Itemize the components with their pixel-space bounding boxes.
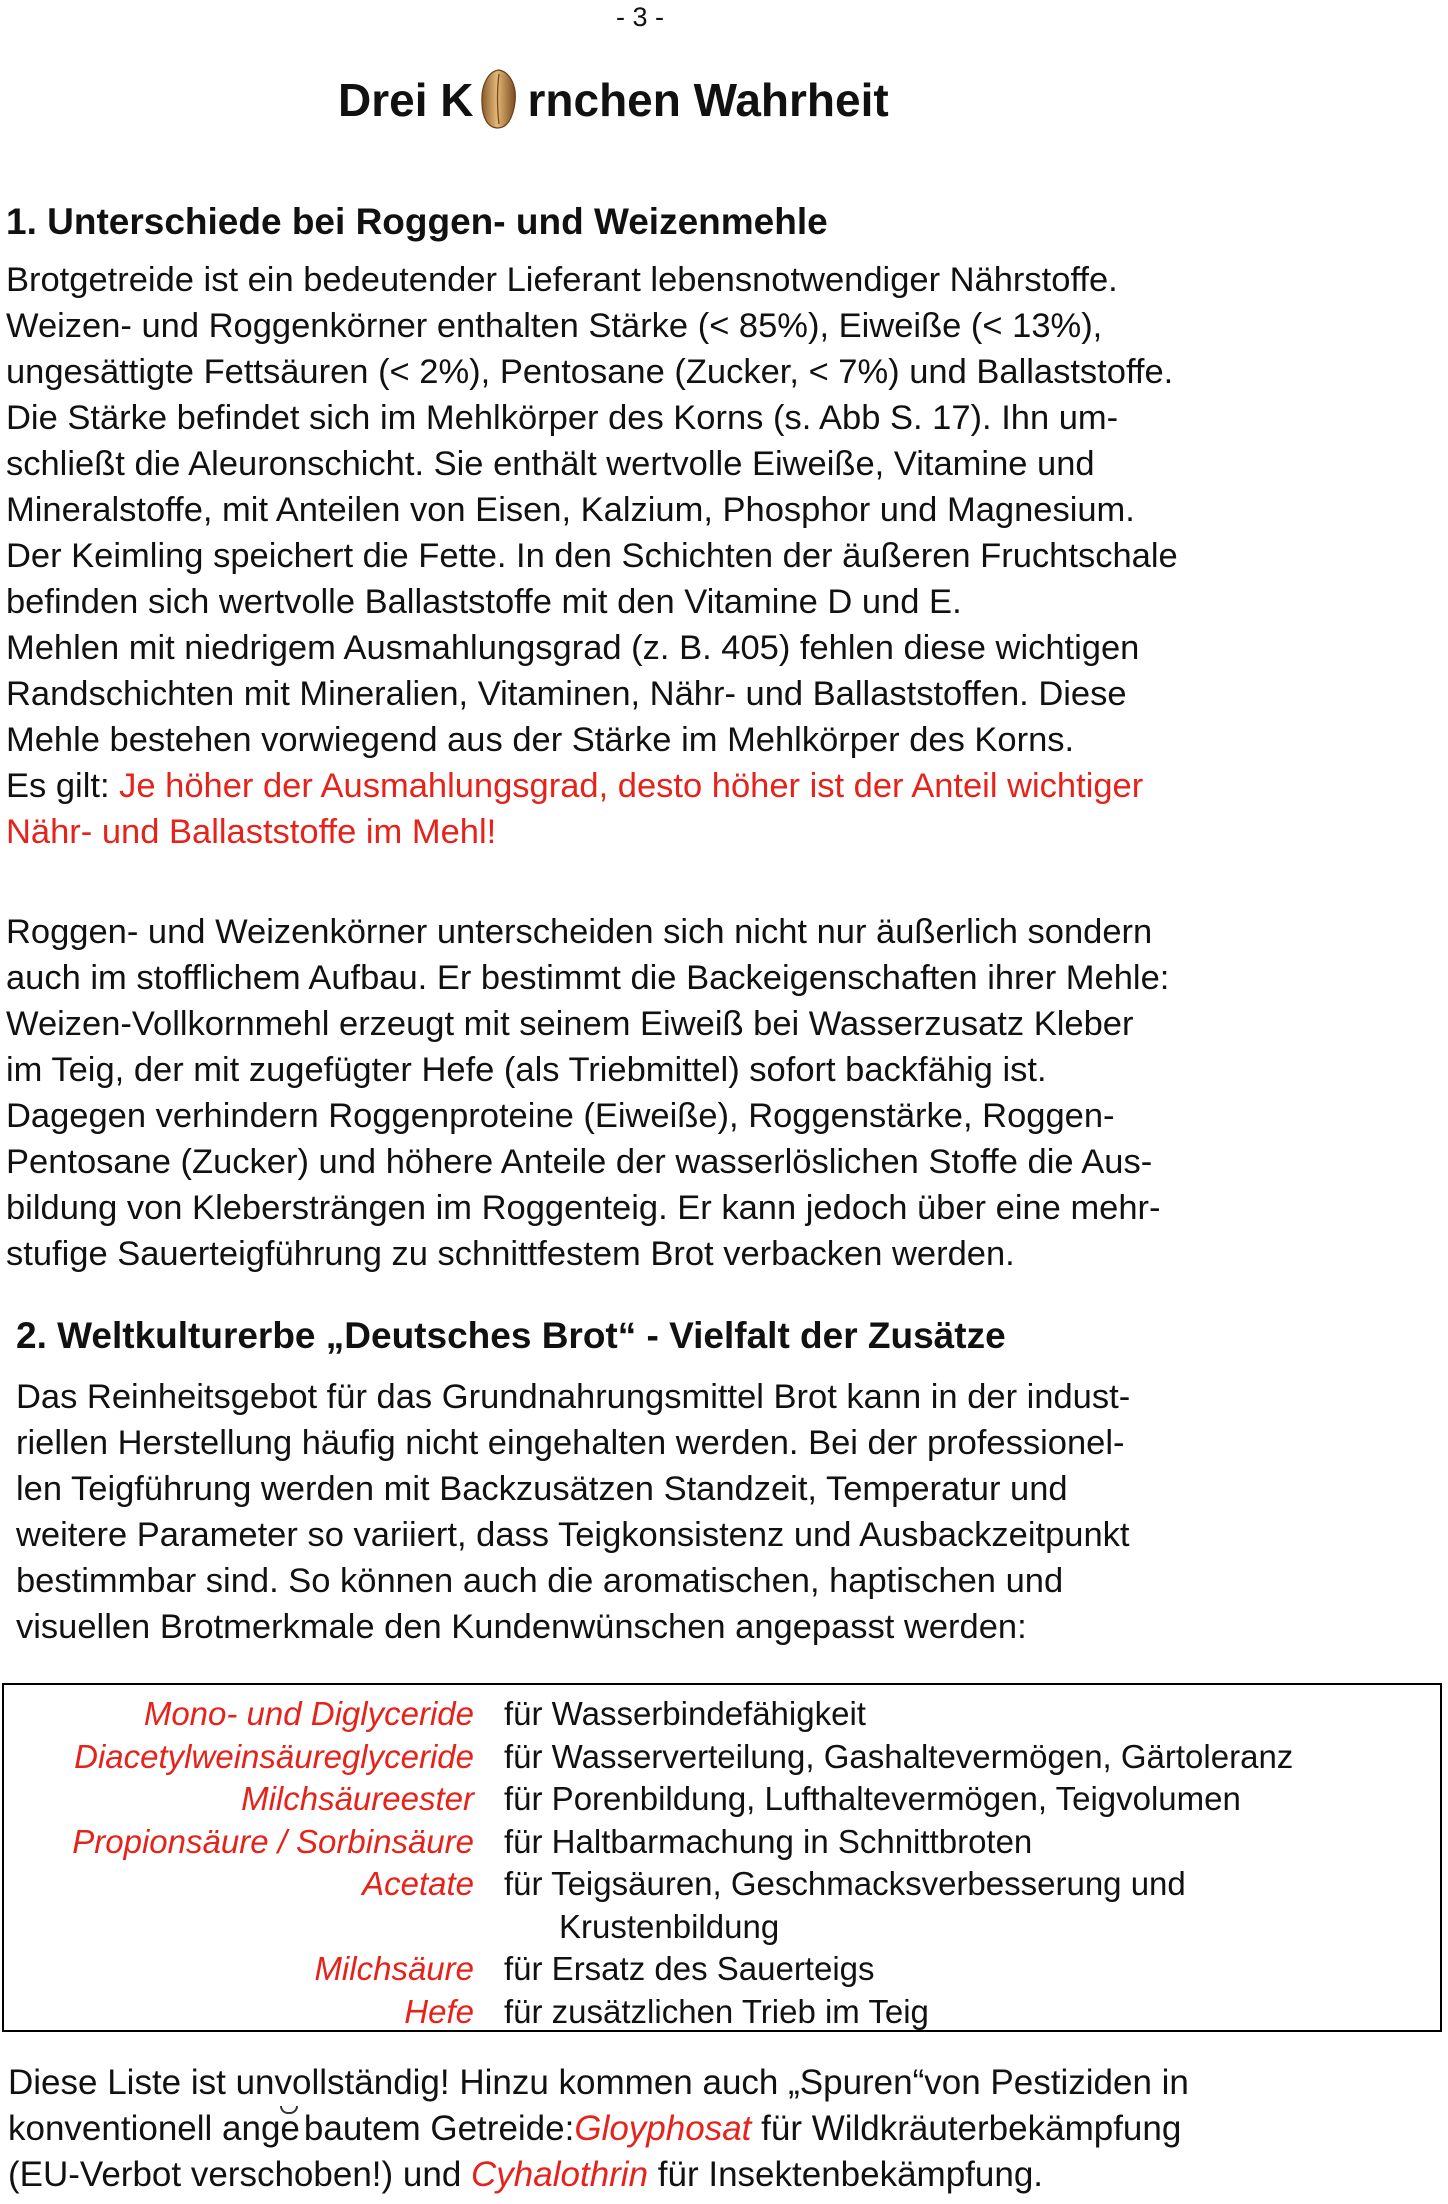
table-row xyxy=(4,1693,1293,1736)
section-2-text xyxy=(16,1374,1130,1650)
substance: Diacetylweinsäureglyceride xyxy=(74,1737,474,1775)
text-line: visuellen Brotmerkmale den Kundenwünschen angepasst werden: xyxy=(16,1608,1027,1646)
table-row xyxy=(4,1906,1293,1949)
section-2-heading: 2. Weltkulturerbe „Deutsches Brot“ - Vielfalt der Zusätze xyxy=(16,1315,1006,1356)
text-line: Der Keimling speichert die Fette. In den Schichten der äußeren Fruchtschale xyxy=(6,537,1178,575)
substance xyxy=(4,1906,504,1949)
purpose: für Haltbarmachung in Schnittbroten xyxy=(504,1822,1033,1860)
substance: Mono- und Diglyceride xyxy=(143,1695,474,1732)
rule-prefix: Es gilt: xyxy=(6,767,120,805)
text-line: Brotgetreide ist ein bedeutender Lieferant lebensnotwendiger Nährstoffe. xyxy=(6,261,1118,299)
text-line: bestimmbar sind. So können auch die aromatischen, haptischen und xyxy=(16,1562,1064,1600)
text-line: Die Stärke befindet sich im Mehlkörper des Korns (s. Abb S. 17). Ihn um- xyxy=(6,399,1119,437)
text-line: Das Reinheitsgebot für das Grundnahrungsmittel Brot kann in der indust- xyxy=(16,1378,1131,1416)
text-line: len Teigführung werden mit Backzusätzen Standzeit, Temperatur und xyxy=(16,1470,1068,1508)
text-line: Weizen-Vollkornmehl erzeugt mit seinem Eiweiß bei Wasserzusatz Kleber xyxy=(6,1005,1134,1043)
text-line: konventionell ange bautem Getreide:Gloyphosat für Wildkräuterbekämpfung xyxy=(8,2106,1189,2152)
purpose: für Teigsäuren, Geschmacksverbesserung und xyxy=(504,1865,1186,1902)
grain-kernel-icon xyxy=(477,68,521,130)
pesticide-cyhalothrin: Cyhalothrin xyxy=(471,2155,649,2194)
text-line: Diese Liste ist unvollständig! Hinzu kommen auch „Spuren“von Pestiziden in xyxy=(8,2063,1189,2102)
text-line: bildung von Klebersträngen im Roggenteig. Er kann jedoch über eine mehr- xyxy=(6,1189,1161,1227)
title-part-1: Drei K xyxy=(338,74,474,126)
text-line: weitere Parameter so variiert, dass Teigkonsistenz und Ausbackzeitpunkt xyxy=(16,1516,1130,1554)
text-line: Mehlen mit niedrigem Ausmahlungsgrad (z. B. 405) fehlen diese wichtigen xyxy=(6,629,1140,667)
pesticide-glyphosat: Gloyphosat xyxy=(574,2109,752,2148)
text-line: ungesättigte Fettsäuren (< 2%), Pentosane (Zucker, < 7%) und Ballaststoffe. xyxy=(6,353,1174,391)
substance: Milchsäure xyxy=(314,1950,474,1987)
text-line: Dagegen verhindern Roggenproteine (Eiweiße), Roggenstärke, Roggen- xyxy=(6,1097,1115,1135)
purpose: für Wasserverteilung, Gashaltevermögen, Gärtoleranz xyxy=(504,1737,1294,1775)
purpose: für Ersatz des Sauerteigs xyxy=(504,1950,875,1987)
page-title xyxy=(338,68,889,130)
text-line: Mehle bestehen vorwiegend aus der Stärke im Mehlkörper des Korns. xyxy=(6,721,1075,759)
section-1-text-2 xyxy=(6,909,1169,1277)
text-line: schließt die Aleuronschicht. Sie enthält wertvolle Eiweiße, Vitamine und xyxy=(6,445,1095,483)
table-row xyxy=(4,1863,1293,1906)
text-line: Mineralstoffe, mit Anteilen von Eisen, Kalzium, Phosphor und Magnesium. xyxy=(6,491,1135,529)
purpose: für Porenbildung, Lufthaltevermögen, Teigvolumen xyxy=(504,1780,1241,1817)
purpose: Krustenbildung xyxy=(504,1907,780,1945)
purpose: für Wasserbindefähigkeit xyxy=(504,1695,866,1732)
text-line: (EU-Verbot verschoben!) und Cyhalothrin für Insektenbekämpfung. xyxy=(8,2155,1044,2194)
additives-box xyxy=(2,1683,1442,2032)
text-line: Randschichten mit Mineralien, Vitaminen, Nähr- und Ballaststoffen. Diese xyxy=(6,675,1127,713)
section-1-text xyxy=(6,257,1178,855)
substance: Acetate xyxy=(362,1865,474,1902)
text-line: stufige Sauerteigführung zu schnittfestem Brot verbacken werden. xyxy=(6,1235,1015,1273)
text-line: riellen Herstellung häufig nicht eingehalten werden. Bei der professionel- xyxy=(16,1424,1125,1462)
rule-line xyxy=(6,763,1178,809)
rule-highlight: Nähr- und Ballaststoffe im Mehl! xyxy=(6,813,497,851)
table-row xyxy=(4,1948,1293,1991)
text-line: befinden sich wertvolle Ballaststoffe mit den Vitamine D und E. xyxy=(6,583,962,621)
substance: Hefe xyxy=(404,1992,474,2030)
rule-highlight: Je höher der Ausmahlungsgrad, desto höher ist der Anteil wichtiger xyxy=(119,767,1144,805)
table-row xyxy=(4,1821,1293,1864)
table-row xyxy=(4,1778,1293,1821)
table-row xyxy=(4,1736,1293,1779)
page-number: - 3 - xyxy=(615,2,664,32)
text-line: Weizen- und Roggenkörner enthalten Stärke (< 85%), Eiweiße (< 13%), xyxy=(6,307,1103,345)
substance: Propionsäure / Sorbinsäure xyxy=(72,1822,474,1860)
text-line: Roggen- und Weizenkörner unterscheiden sich nicht nur äußerlich sondern xyxy=(6,913,1153,951)
text-line: Pentosane (Zucker) und höhere Anteile der wasserlöslichen Stoffe die Aus- xyxy=(6,1143,1153,1181)
substance: Milchsäureester xyxy=(241,1780,474,1817)
purpose: für zusätzlichen Trieb im Teig xyxy=(504,1992,929,2030)
text-line: auch im stofflichem Aufbau. Er bestimmt die Backeigenschaften ihrer Mehle: xyxy=(6,959,1170,997)
title-part-2: rnchen Wahrheit xyxy=(527,74,889,126)
text-line: im Teig, der mit zugefügter Hefe (als Triebmittel) sofort backfähig ist. xyxy=(6,1051,1047,1089)
footer-note xyxy=(8,2060,1189,2198)
additives-table xyxy=(4,1693,1293,2033)
table-row xyxy=(4,1991,1293,2034)
section-1-heading: 1. Unterschiede bei Roggen- und Weizenmehle xyxy=(6,201,828,242)
